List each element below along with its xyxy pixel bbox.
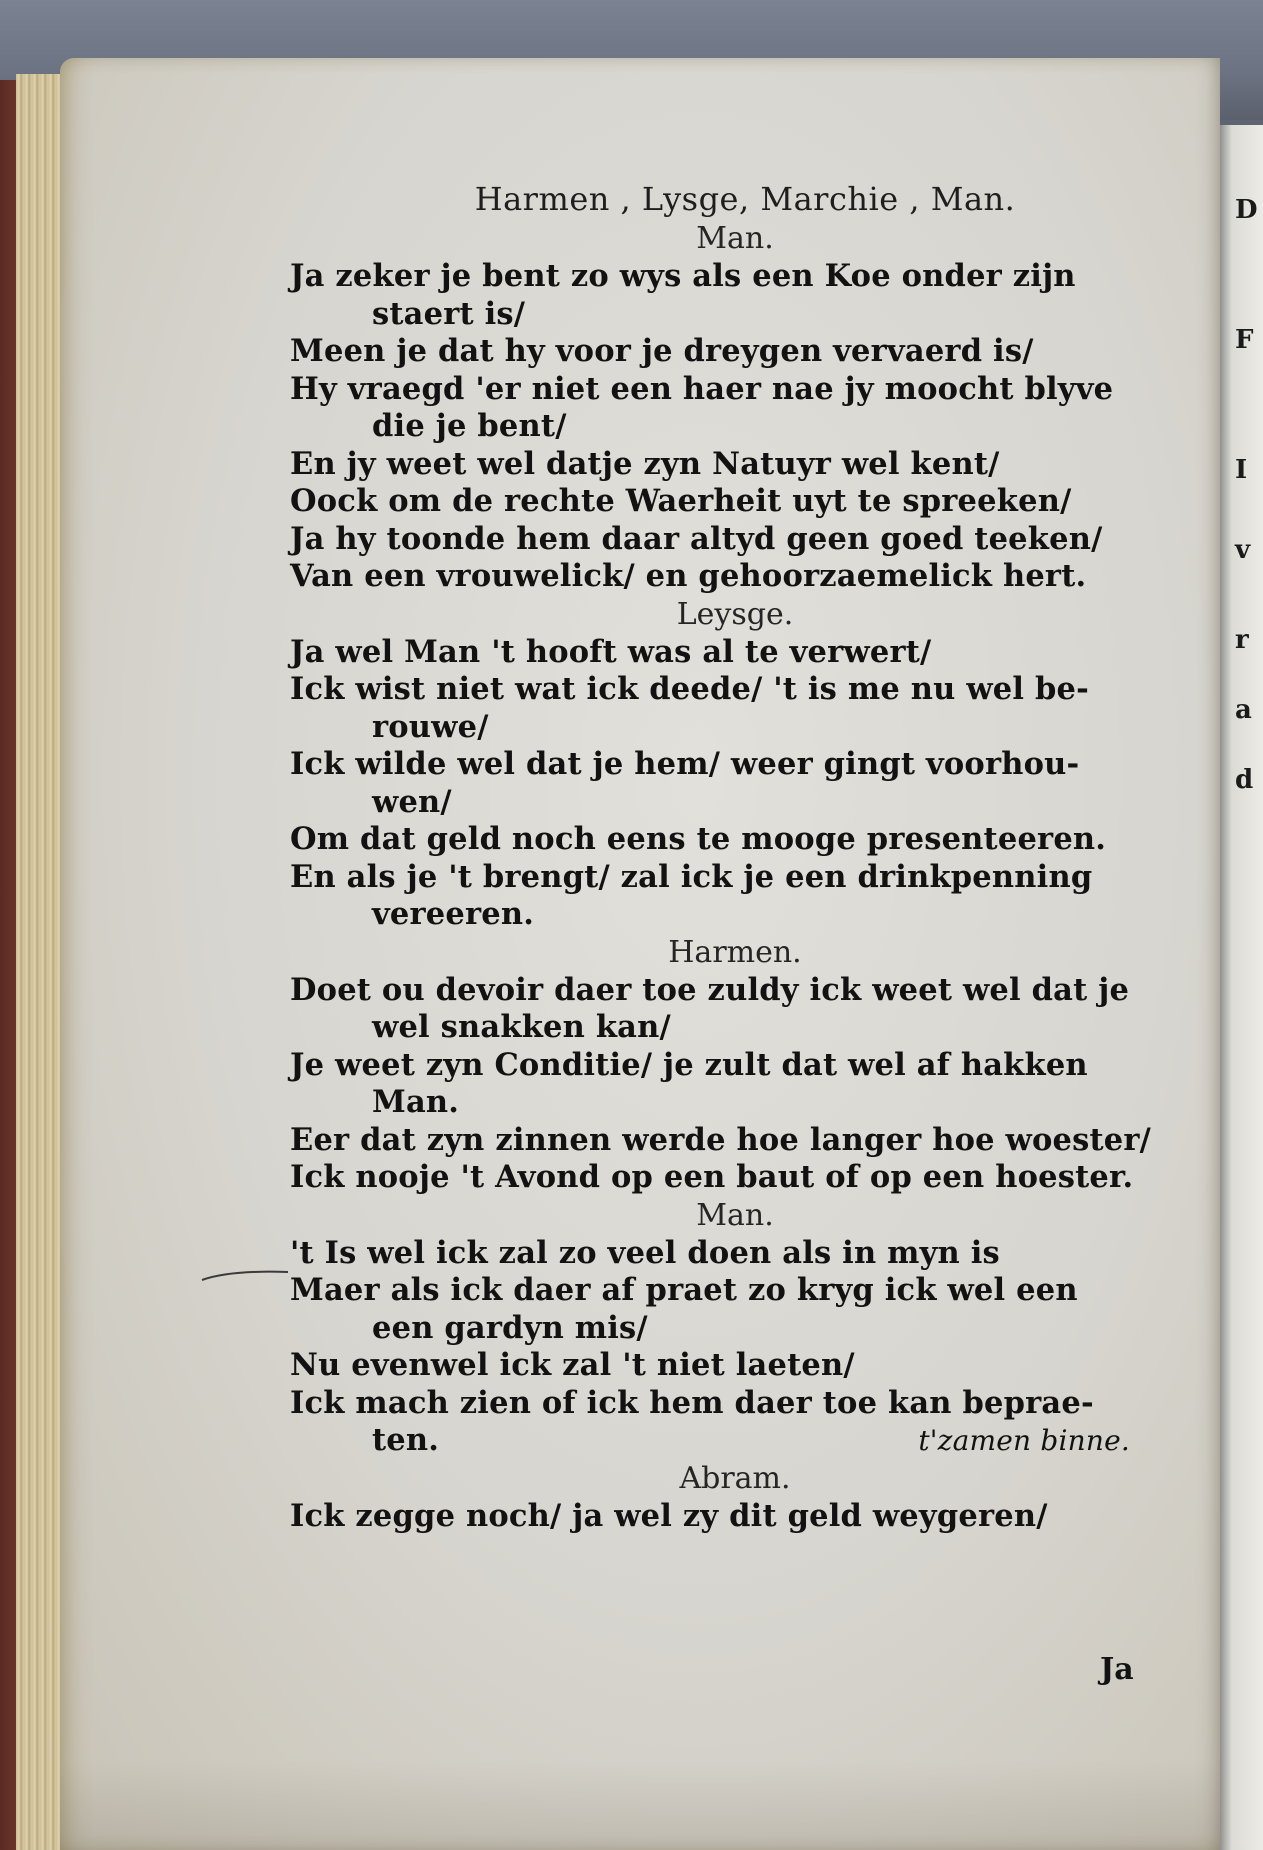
verse-line: Ja zeker je bent zo wys als een Koe onder zijn [290,258,1076,294]
verse-line: een gardyn mis/ [372,1309,648,1346]
verse-line: Je weet zyn Conditie/ je zult dat wel af hakken [290,1046,1088,1083]
verse-line: Ick wist niet wat ick deede/ 't is me nu wel be- [290,671,1089,707]
page-shadow [60,1760,1220,1850]
verse-line: En als je 't brengt/ zal ick je een drinkpenning [290,858,1093,895]
verse-line: die je bent/ [372,408,567,444]
verse-line: Eer dat zyn zinnen werde hoe langer hoe woester/ [290,1121,1152,1158]
page-text [290,178,1160,1535]
verse-line: En jy weet wel datje zyn Natuyr wel kent/ [290,445,1000,482]
verse-line: vereeren. [372,896,535,932]
verse-line: Om dat geld noch eens te mooge presenteeren. [290,821,1107,857]
verse-line: ten. [372,1422,440,1458]
page-heading: Harmen , Lysge, Marchie , Man. [474,180,1016,218]
verse-line: Oock om de rechte Waerheit uyt te spreeken/ [290,483,1072,519]
stage-direction: t'zamen binne. [918,1424,1130,1457]
verse-line-with-stage-direction [290,1422,1160,1460]
verse-line: Van een vrouwelick/ en gehoorzaemelick hert. [290,558,1087,594]
verse-line: 't Is wel ick zal zo veel doen als in myn is [290,1234,1000,1271]
verse-line: wel snakken kan/ [372,1009,671,1045]
verse-line: Hy vraegd 'er niet een haer nae jy moocht blyve [290,370,1114,407]
speaker-name: Man. [696,221,774,256]
verse-line: Ja hy toonde hem daar altyd geen goed teeken/ [290,520,1103,557]
verse-line: Man. [372,1084,460,1120]
verse-line: Nu evenwel ick zal 't niet laeten/ [290,1347,855,1383]
facing-page-glyph: v [1235,535,1251,565]
verse-line: Doet ou devoir daer toe zuldy ick weet wel dat je [290,971,1130,1008]
speaker-name: Abram. [679,1460,791,1496]
facing-page-glyph: a [1235,695,1252,725]
speaker-name: Man. [696,1197,774,1233]
facing-page-glyph: r [1235,625,1249,655]
verse-line: staert is/ [372,295,526,332]
facing-page-glyph: F [1235,325,1254,355]
verse-line: Meen je dat hy voor je dreygen vervaerd is/ [290,333,1034,369]
verse-line: Ick zegge noch/ ja wel zy dit geld weygeren/ [290,1497,1048,1534]
verse-line: wen/ [372,783,452,820]
catchword: Ja [1100,1652,1134,1687]
verse-line: Maer als ick daer af praet zo kryg ick wel een [290,1272,1078,1308]
facing-page-glyph: D [1235,195,1258,225]
dialogue [290,220,1160,1535]
verse-line: Ick wilde wel dat je hem/ weer gingt voorhou- [290,746,1080,782]
speaker-name: Leysge. [676,596,794,632]
speaker-name: Harmen. [668,934,802,970]
facing-page-glyph: I [1235,455,1248,485]
facing-page-edge [1215,125,1263,1850]
facing-page-glyph: d [1235,765,1254,795]
verse-line: rouwe/ [372,708,489,745]
verse-line: Ick mach zien of ick hem daer toe kan bepraе- [290,1384,1094,1421]
verse-line: Ja wel Man 't hooft was al te verwert/ [290,633,932,670]
pencil-mark [200,1264,290,1284]
verse-line: Ick nooje 't Avond op een baut of op een hoester. [290,1159,1134,1195]
